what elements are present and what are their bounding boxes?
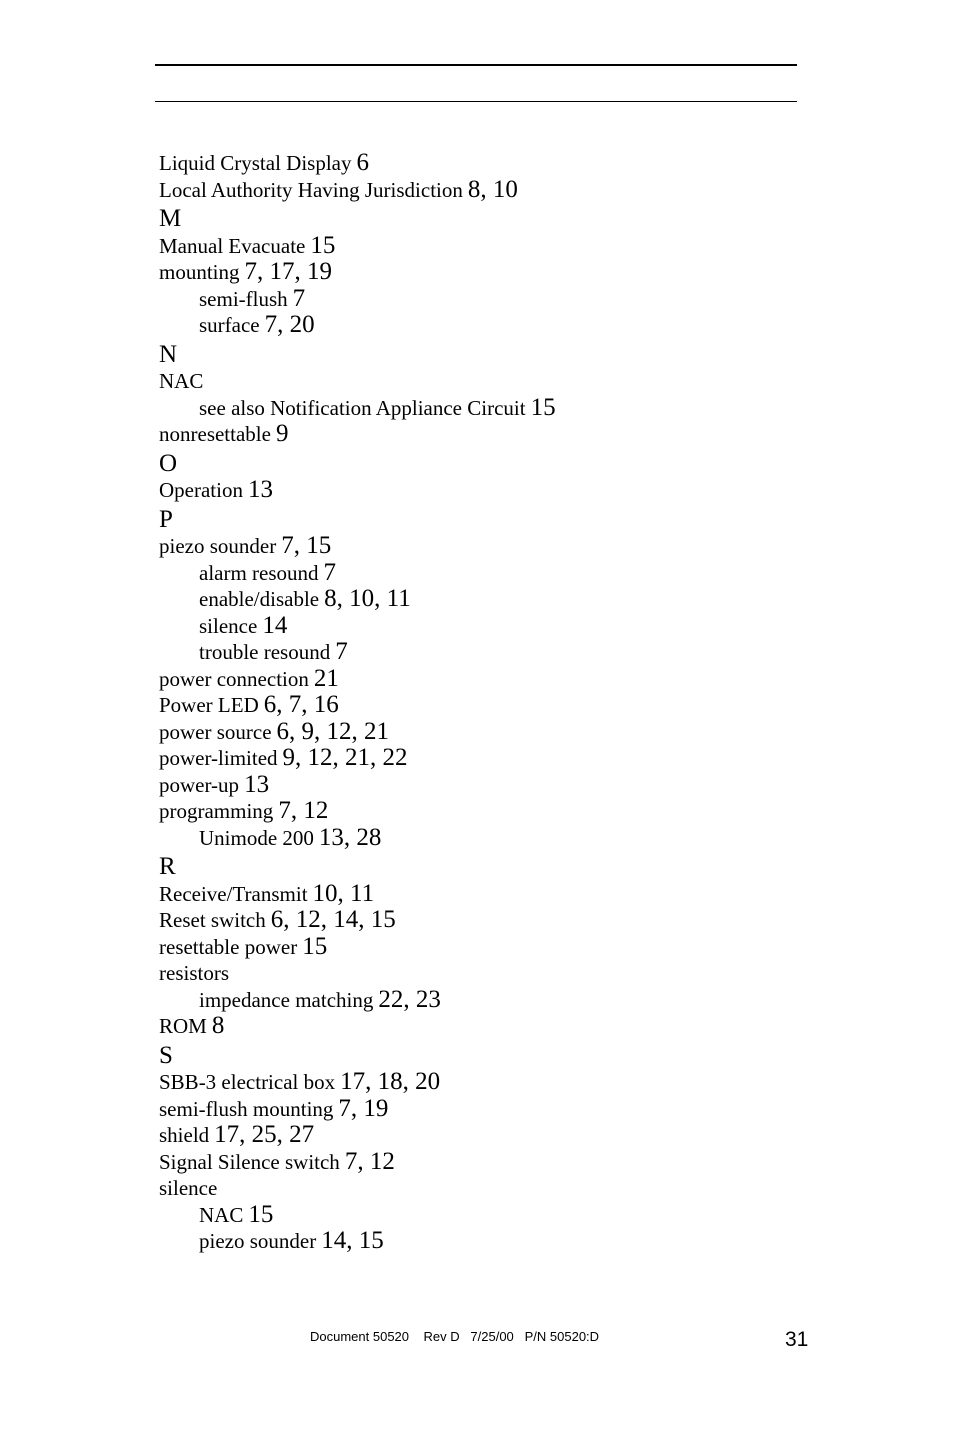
index-term: power-limited [159,746,278,770]
index-term: SBB-3 electrical box [159,1070,336,1094]
index-page-refs: 15 [310,231,336,259]
index-page-refs: 13 [247,476,273,503]
index-term: trouble resound [199,640,331,664]
index-subentry [159,1202,799,1229]
index-page-refs: 6 [356,149,369,176]
index-entry [159,772,799,799]
index-term: resettable power [159,934,298,959]
index-subentry [159,639,799,666]
index-term: Signal Silence switch [159,1149,340,1174]
index-entry [159,150,799,177]
index-term: shield [159,1123,210,1147]
index-page-refs: 7, 15 [281,532,332,559]
index-subentry [159,312,799,339]
index-entry [159,1069,799,1096]
index-entry [159,666,799,693]
index-term: impedance matching [199,987,374,1012]
index-term: O [159,449,178,477]
index-term: semi-flush [199,286,288,311]
index-entry [159,1013,799,1040]
index-page-refs: 8, 10, 11 [324,585,411,612]
index-term: power-up [159,772,240,797]
index-page-refs: 15 [302,932,328,960]
index-term: semi-flush mounting [159,1096,334,1121]
index-entry [159,881,799,908]
index-entry [159,368,799,395]
index-entry [159,692,799,719]
index-subentry [159,1228,799,1255]
index-term: silence [199,613,258,638]
index-subentry [159,987,799,1014]
index-term: Power LED [159,693,259,717]
index-page-refs: 13 [244,770,270,798]
index-entry [159,1096,799,1123]
index-term: piezo sounder [199,1229,317,1253]
index-subentry [159,560,799,587]
index-term: surface [199,313,260,337]
index-term: Local Authority Having Jurisdiction [159,177,463,202]
index-page-refs: 15 [530,393,556,421]
index-page-refs: 17, 25, 27 [214,1121,315,1148]
index-term: R [159,853,176,880]
index-entry [159,960,799,987]
index-entry [159,477,799,504]
index-entry [159,934,799,961]
index-term: Reset switch [159,908,266,932]
index-page-refs: 9, 12, 21, 22 [282,744,408,771]
index-section-letter [159,1040,799,1070]
index-term: silence [159,1176,218,1200]
index-term: Liquid Crystal Display [159,151,352,175]
index-page-refs: 7, 17, 19 [244,258,333,285]
index-term: enable/disable [199,587,320,611]
index-term: Unimode 200 [199,825,314,850]
index-section-letter [159,448,799,478]
index-term: nonresettable [159,422,271,446]
index-page-refs: 21 [313,664,339,692]
index-subentry [159,286,799,313]
index-entry [159,1122,799,1149]
index-term: NAC [159,369,204,393]
index-entry [159,533,799,560]
index-term: mounting [159,260,240,284]
index-page-refs: 17, 18, 20 [340,1068,441,1095]
index-term: see also Notification Appliance Circuit [199,395,526,420]
index-term: power connection [159,666,309,691]
index-section-letter [159,504,799,534]
index-term: alarm resound [199,560,319,585]
index-section-letter [159,851,799,881]
index-entry [159,798,799,825]
index-term: Receive/Transmit [159,881,308,906]
index-list [159,150,799,1255]
page-number: 31 [785,1328,809,1351]
index-subentry [159,825,799,852]
index-term: N [159,340,178,368]
index-term: ROM [159,1014,207,1038]
index-page-refs: 8, 10 [467,175,518,203]
index-entry [159,745,799,772]
footer-document-info: Document 50520 Rev D 7/25/00 P/N 50520:D [310,1329,600,1344]
index-entry [159,719,799,746]
index-page-refs: 15 [248,1200,274,1228]
index-page-refs: 7, 19 [338,1094,389,1122]
index-entry [159,1175,799,1202]
index-section-letter [159,203,799,233]
index-page-refs: 10, 11 [312,879,375,907]
index-term: Operation [159,478,243,502]
index-page-refs: 8 [211,1012,225,1039]
index-page-refs: 7 [292,284,306,312]
index-page-refs: 6, 9, 12, 21 [276,717,390,745]
index-term: M [159,205,182,232]
index-page-refs: 7 [335,638,348,665]
header-rule-bottom [155,101,797,102]
header-rule-top [155,64,797,66]
index-entry [159,177,799,204]
index-entry [159,1149,799,1176]
index-term: Manual Evacuate [159,233,306,258]
index-term: NAC [199,1202,244,1227]
index-entry [159,233,799,260]
index-page-refs: 22, 23 [378,985,441,1013]
index-page-refs: 6, 7, 16 [263,691,339,718]
index-page-refs: 9 [275,420,289,447]
index-subentry [159,613,799,640]
index-page-refs: 7, 12 [278,797,329,824]
index-page-refs: 7, 20 [264,311,315,338]
index-section-letter [159,339,799,369]
index-page-refs: 6, 12, 14, 15 [270,906,396,933]
index-page-refs: 7, 12 [344,1147,395,1175]
index-page-refs: 13, 28 [318,823,382,851]
index-page-refs: 14 [262,611,288,639]
index-term: piezo sounder [159,534,277,558]
index-term: programming [159,799,274,823]
index-page-refs: 7 [323,558,337,586]
index-entry [159,907,799,934]
index-entry [159,421,799,448]
index-term: S [159,1041,173,1069]
index-term: power source [159,719,272,744]
index-entry [159,259,799,286]
index-term: resistors [159,961,229,985]
index-page-refs: 14, 15 [321,1227,384,1254]
index-term: P [159,505,173,533]
index-subentry [159,395,799,422]
index-subentry [159,586,799,613]
